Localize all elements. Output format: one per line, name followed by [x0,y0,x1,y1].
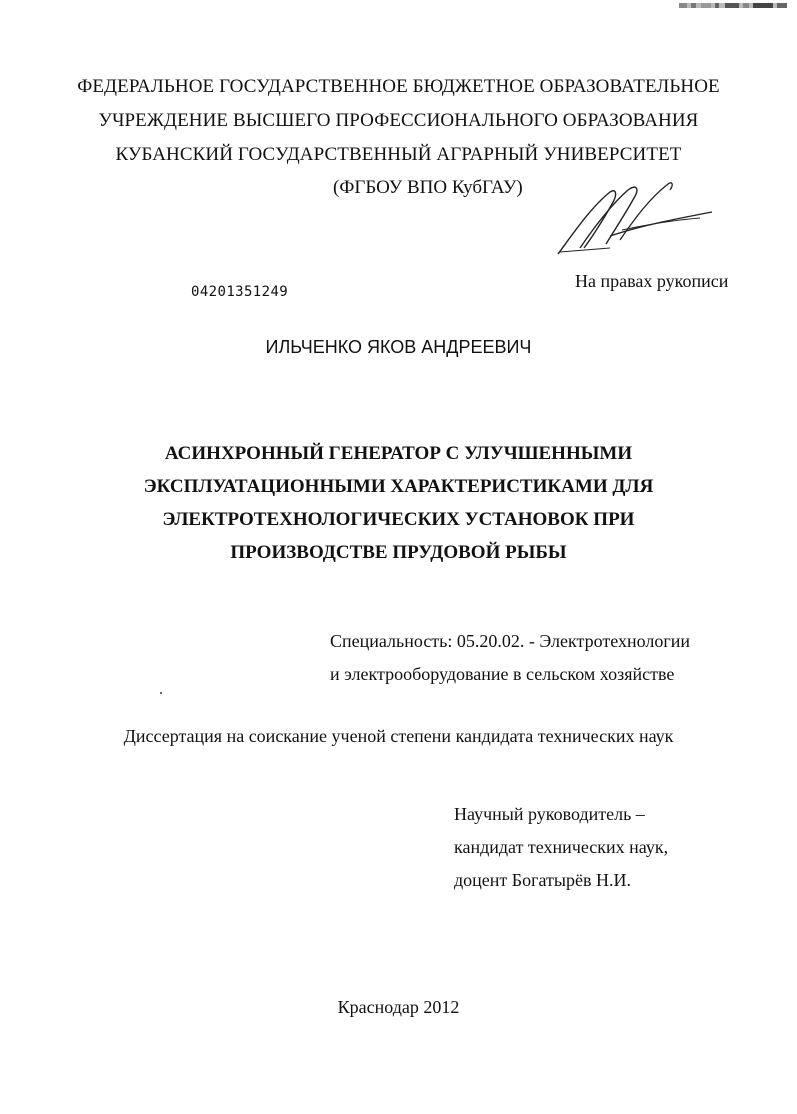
title-line-4: ПРОИЗВОДСТВЕ ПРУДОВОЙ РЫБЫ [230,542,567,563]
supervisor-line-3: доцент Богатырёв Н.И. [454,870,631,890]
scan-artifact-strip [679,0,787,10]
supervisor-line-1: Научный руководитель – [454,804,645,824]
supervisor-line-2: кандидат технических наук, [454,837,669,857]
institution-line-1: ФЕДЕРАЛЬНОЕ ГОСУДАРСТВЕННОЕ БЮДЖЕТНОЕ ОБРАЗОВАТЕЛЬНОЕ [77,76,720,97]
institution-abbreviation: (ФГБОУ ВПО КубГАУ) [333,177,523,198]
signature-mark [550,178,720,258]
title-line-1: АСИНХРОННЫЙ ГЕНЕРАТОР С УЛУЧШЕННЫМИ [164,443,633,464]
title-line-2: ЭКСПЛУАТАЦИОННЫМИ ХАРАКТЕРИСТИКАМИ ДЛЯ [143,476,654,497]
dissertation-note: Диссертация на соискание ученой степени кандидата технических наук [123,726,674,746]
institution-line-3: КУБАНСКИЙ ГОСУДАРСТВЕННЫЙ АГРАРНЫЙ УНИВЕРСИТЕТ [115,144,682,165]
title-line-3: ЭЛЕКТРОТЕХНОЛОГИЧЕСКИХ УСТАНОВОК ПРИ [162,509,635,530]
manuscript-note: На правах рукописи [575,271,729,291]
registration-number: 04201351249 [191,284,289,300]
specialty-line-2: и электрооборудование в сельском хозяйстве [330,664,675,684]
scan-dot [160,692,162,694]
institution-line-2: УЧРЕЖДЕНИЕ ВЫСШЕГО ПРОФЕССИОНАЛЬНОГО ОБРАЗОВАНИЯ [98,110,699,131]
specialty-line-1: Специальность: 05.20.02. - Электротехнологии [330,631,690,651]
author-name: ИЛЬЧЕНКО ЯКОВ АНДРЕЕВИЧ [265,337,532,357]
place-year: Краснодар 2012 [337,997,460,1017]
